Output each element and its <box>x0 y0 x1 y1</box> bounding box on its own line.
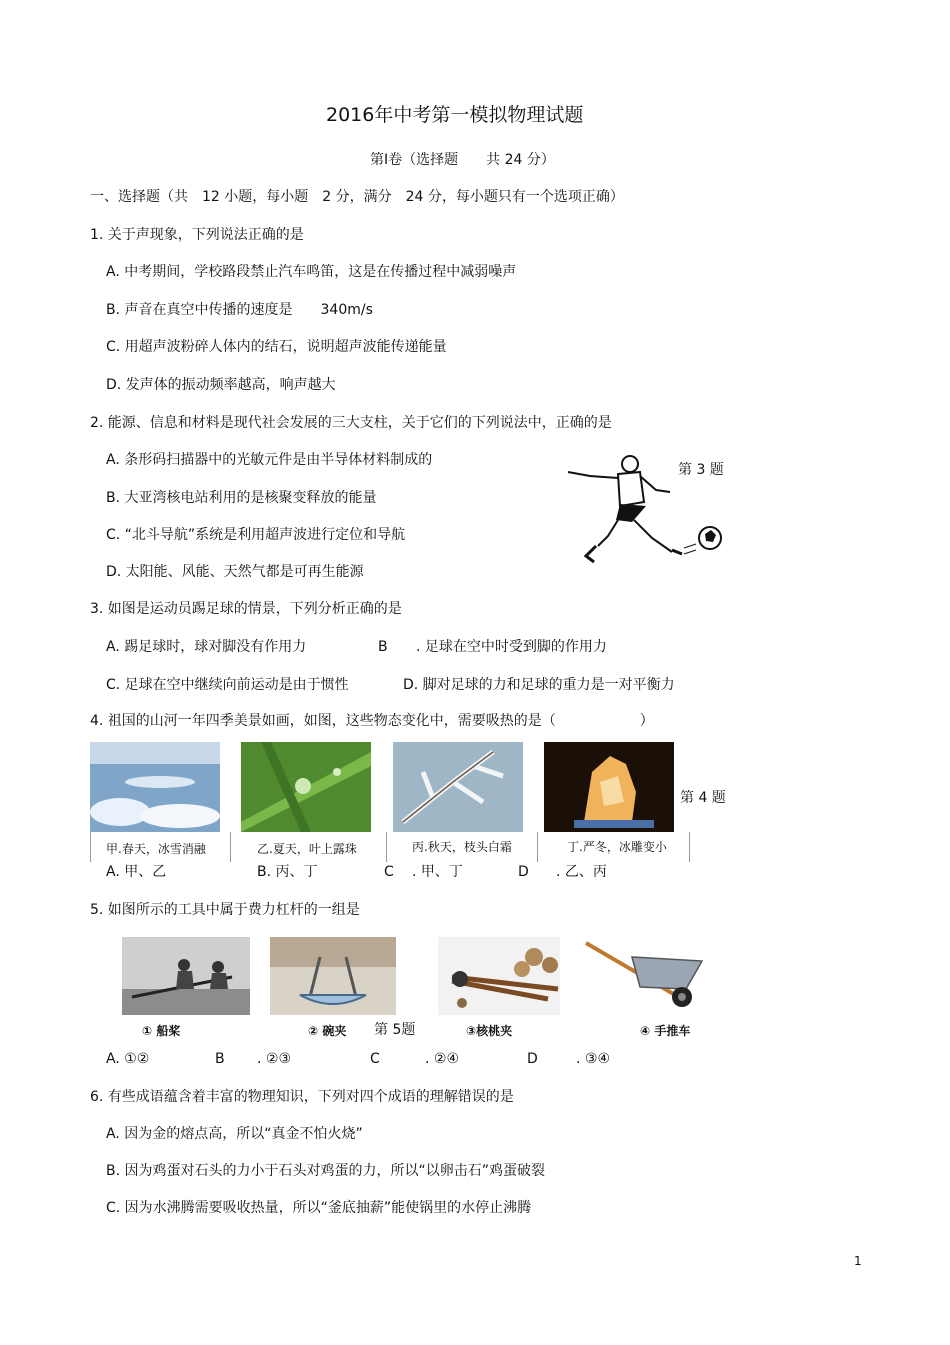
q4-caption-d: 丁.严冬，冰雕变小 <box>567 840 667 854</box>
q6-stem: 6. 有些成语蕴含着丰富的物理知识，下列对四个成语的理解错误的是 <box>90 1089 514 1105</box>
q3-figure-label: 第 3 题 <box>678 462 724 478</box>
paper-subtitle: 第Ⅰ卷（选择题 共 24 分） <box>370 152 555 168</box>
q6-option-c: C. 因为水沸腾需要吸收热量，所以“釜底抽薪”能使锅里的水停止沸腾 <box>106 1200 532 1216</box>
q5-stem: 5. 如图所示的工具中属于费力杠杆的一组是 <box>90 902 360 918</box>
q3-option-b-letter: B <box>378 639 388 655</box>
q5-option-c-letter: C <box>370 1051 380 1067</box>
q4-stem: 4. 祖国的山河一年四季美景如画，如图，这些物态变化中，需要吸热的是（ ） <box>90 713 654 729</box>
q2-option-a: A. 条形码扫描器中的光敏元件是由半导体材料制成的 <box>106 452 433 468</box>
q5-figure-label: 第 5题 <box>374 1022 416 1038</box>
frost-branch-photo <box>393 742 523 832</box>
q5-option-a: A. ①② <box>106 1051 150 1067</box>
q5-caption-4: ④ 手推车 <box>640 1024 691 1038</box>
rowing-paddle-photo <box>122 937 250 1015</box>
q5-option-c: . ②④ <box>425 1051 460 1067</box>
q5-option-b-letter: B <box>215 1051 225 1067</box>
q2-option-c: C. “北斗导航”系统是利用超声波进行定位和导航 <box>106 527 406 543</box>
q3-option-c: C. 足球在空中继续向前运动是由于惯性 <box>106 677 349 693</box>
q4-option-c: . 甲、丁 <box>412 864 463 880</box>
q4-option-a: A. 甲、乙 <box>106 864 167 880</box>
page-number: 1 <box>854 1254 862 1268</box>
q5-option-b: . ②③ <box>257 1051 292 1067</box>
section-heading: 一、选择题（共 12 小题，每小题 2 分，满分 24 分，每小题只有一个选项正确） <box>90 189 624 205</box>
q4-figure-label: 第 4 题 <box>680 790 726 806</box>
q1-stem: 1. 关于声现象，下列说法正确的是 <box>90 227 304 243</box>
page-title: 2016年中考第一模拟物理试题 <box>326 104 584 126</box>
q2-option-d: D. 太阳能、风能、天然气都是可再生能源 <box>106 564 364 580</box>
ice-sculpture-photo <box>544 742 674 832</box>
q5-option-d: . ③④ <box>576 1051 611 1067</box>
q4-option-d-letter: D <box>518 864 529 880</box>
q5-caption-3: ③核桃夹 <box>466 1024 513 1038</box>
bowl-tongs-photo <box>270 937 396 1015</box>
q1-option-d: D. 发声体的振动频率越高，响声越大 <box>106 377 336 393</box>
walnut-cracker-photo <box>438 937 560 1015</box>
q1-option-b: B. 声音在真空中传播的速度是 340m/s <box>106 302 373 318</box>
q1-option-a: A. 中考期间，学校路段禁止汽车鸣笛，这是在传播过程中减弱噪声 <box>106 264 517 280</box>
q3-option-d: D. 脚对足球的力和足球的重力是一对平衡力 <box>403 677 675 693</box>
q4-caption-c: 丙.秋天，枝头白霜 <box>412 840 512 854</box>
q5-caption-2: ② 碗夹 <box>308 1024 347 1038</box>
wheelbarrow-photo <box>582 937 710 1015</box>
q3-stem: 3. 如图是运动员踢足球的情景，下列分析正确的是 <box>90 601 402 617</box>
q4-option-c-letter: C <box>384 864 394 880</box>
q5-caption-1: ① 船桨 <box>142 1024 181 1038</box>
dew-on-leaf-photo <box>241 742 371 832</box>
q4-caption-a: 甲.春天，冰雪消融 <box>106 842 206 856</box>
q6-option-b: B. 因为鸡蛋对石头的力小于石头对鸡蛋的力，所以“以卵击石”鸡蛋破裂 <box>106 1163 546 1179</box>
q2-option-b: B. 大亚湾核电站利用的是核聚变释放的能量 <box>106 490 377 506</box>
q3-option-b: . 足球在空中时受到脚的作用力 <box>416 639 607 655</box>
q4-option-d: . 乙、丙 <box>556 864 607 880</box>
q4-caption-b: 乙.夏天，叶上露珠 <box>257 842 357 856</box>
q6-option-a: A. 因为金的熔点高，所以“真金不怕火烧” <box>106 1126 363 1142</box>
q5-option-d-letter: D <box>527 1051 538 1067</box>
melting-snow-photo <box>90 742 220 832</box>
q2-stem: 2. 能源、信息和材料是现代社会发展的三大支柱，关于它们的下列说法中，正确的是 <box>90 415 612 431</box>
q4-option-b: B. 丙、丁 <box>257 864 318 880</box>
q3-option-a: A. 踢足球时，球对脚没有作用力 <box>106 639 307 655</box>
q1-option-c: C. 用超声波粉碎人体内的结石，说明超声波能传递能量 <box>106 339 447 355</box>
